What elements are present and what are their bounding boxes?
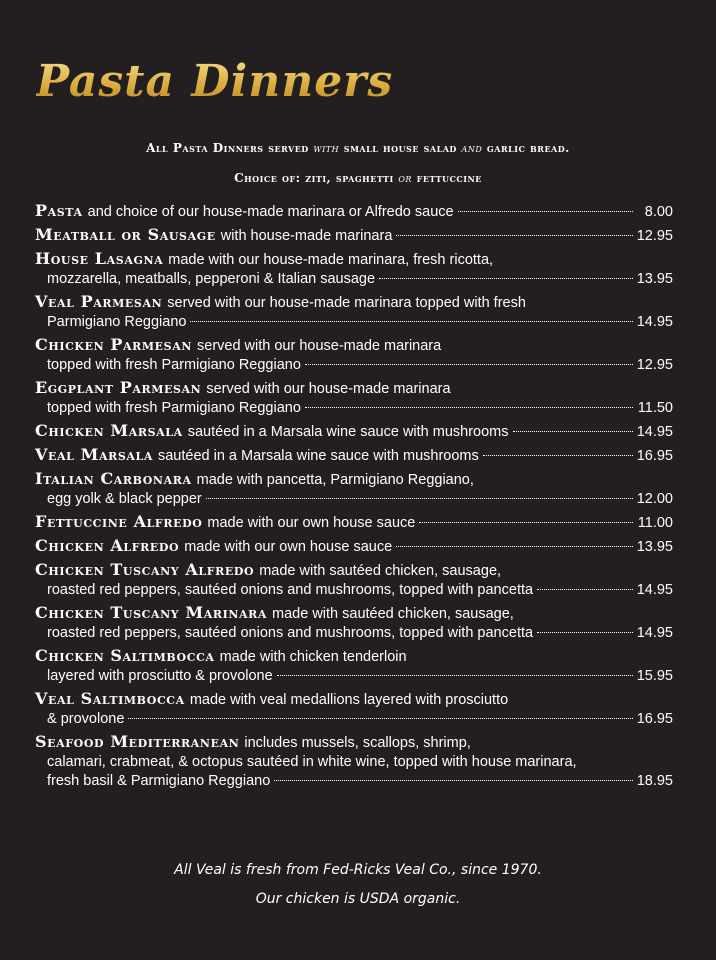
- dot-leader: [396, 546, 633, 547]
- subheading-served-with: All Pasta Dinners served with small house salad and garlic bread.: [146, 141, 570, 155]
- menu-item-description: made with sautéed chicken, sausage,: [259, 563, 502, 579]
- subheading-pasta-choice: Choice of: ziti, spaghetti or fettuccine: [234, 171, 482, 185]
- menu-item-name: Fettuccine Alfredo: [35, 512, 203, 531]
- menu-item-price: 18.95: [636, 773, 673, 789]
- menu-item-price: 14.95: [636, 625, 673, 641]
- menu-list: [35, 201, 673, 794]
- dot-leader: [513, 431, 633, 432]
- menu-item-description: sautéed in a Marsala wine sauce with mushrooms: [157, 448, 479, 464]
- menu-item-description: made with our own house sauce: [207, 515, 416, 531]
- menu-item-price: 12.00: [636, 491, 673, 507]
- dot-leader: [305, 407, 633, 408]
- footer-chicken-note: Our chicken is USDA organic.: [255, 891, 461, 907]
- menu-item-name: Veal Marsala: [35, 445, 153, 464]
- menu-item-description: made with our own house sauce: [184, 539, 393, 555]
- dot-leader: [537, 589, 633, 590]
- menu-item: [35, 732, 673, 791]
- menu-item-description-cont: fresh basil & Parmigiano Reggiano: [47, 773, 271, 789]
- menu-item-description-cont: Parmigiano Reggiano: [47, 314, 187, 330]
- menu-item-price: 14.95: [636, 582, 673, 598]
- menu-item-price: 13.95: [636, 271, 673, 287]
- page-title: Pasta Dinners: [36, 56, 394, 107]
- menu-item: [35, 469, 673, 509]
- menu-item: [35, 445, 673, 466]
- menu-item-description-cont: mozzarella, meatballs, pepperoni & Italian sausage: [47, 271, 376, 287]
- menu-item-price: 11.00: [637, 515, 673, 531]
- menu-item: [35, 225, 673, 246]
- menu-item-name: Veal Parmesan: [35, 292, 163, 311]
- menu-item-price: 12.95: [636, 357, 673, 373]
- menu-item-description: served with our house-made marinara: [206, 381, 451, 397]
- menu-item-description: served with our house-made marinara topped with fresh: [167, 295, 526, 311]
- menu-item-name: Seafood Mediterranean: [35, 732, 240, 751]
- dot-leader: [396, 235, 632, 236]
- menu-item-name: House Lasagna: [35, 249, 164, 268]
- menu-item-description: and choice of our house-made marinara or Alfredo sauce: [87, 204, 454, 220]
- menu-item-description-cont: roasted red peppers, sautéed onions and mushrooms, topped with pancetta: [47, 625, 534, 641]
- menu-item-description: made with veal medallions layered with prosciutto: [189, 692, 509, 708]
- menu-item-description: includes mussels, scallops, shrimp,: [244, 735, 471, 751]
- menu-item-name: Chicken Saltimbocca: [35, 646, 215, 665]
- menu-item-price: 16.95: [636, 448, 673, 464]
- menu-item-name: Veal Saltimbocca: [35, 689, 185, 708]
- menu-item-description: made with our house-made marinara, fresh ricotta,: [168, 252, 494, 268]
- menu-item: [35, 335, 673, 375]
- menu-item-description-cont: egg yolk & black pepper: [47, 491, 202, 507]
- menu-item-name: Italian Carbonara: [35, 469, 192, 488]
- menu-item-price: 14.95: [636, 424, 673, 440]
- dot-leader: [277, 675, 633, 676]
- menu-item-price: 13.95: [636, 539, 673, 555]
- menu-item: [35, 512, 673, 533]
- menu-item-description: served with our house-made marinara: [197, 338, 442, 354]
- menu-item-name: Chicken Tuscany Marinara: [35, 603, 268, 622]
- menu-item-name: Eggplant Parmesan: [35, 378, 202, 397]
- menu-item-description-cont: roasted red peppers, sautéed onions and mushrooms, topped with pancetta: [47, 582, 534, 598]
- menu-item: [35, 689, 673, 729]
- menu-item-description: made with pancetta, Parmigiano Reggiano,: [196, 472, 474, 488]
- dot-leader: [274, 780, 632, 781]
- dot-leader: [379, 278, 633, 279]
- menu-item-price: 12.95: [636, 228, 673, 244]
- menu-item: [35, 249, 673, 289]
- menu-item-name: Chicken Parmesan: [35, 335, 192, 354]
- menu-item: [35, 378, 673, 418]
- menu-item: [35, 646, 673, 686]
- menu-item-description-cont: topped with fresh Parmigiano Reggiano: [47, 400, 301, 416]
- menu-item: [35, 536, 673, 557]
- menu-item-name: Chicken Tuscany Alfredo: [35, 560, 255, 579]
- footer-veal-note: All Veal is fresh from Fed-Ricks Veal Co., since 1970.: [174, 862, 542, 878]
- menu-item-description: sautéed in a Marsala wine sauce with mushrooms: [187, 424, 509, 440]
- menu-item: [35, 201, 673, 222]
- menu-item-description: made with sautéed chicken, sausage,: [272, 606, 514, 622]
- menu-item: [35, 292, 673, 332]
- menu-item-description: with house-made marinara: [220, 228, 393, 244]
- dot-leader: [537, 632, 633, 633]
- menu-item-price: 8.00: [644, 204, 673, 220]
- dot-leader: [305, 364, 633, 365]
- menu-item-price: 14.95: [636, 314, 673, 330]
- menu-item-price: 16.95: [636, 711, 673, 727]
- menu-item: [35, 421, 673, 442]
- menu-item-name: Chicken Alfredo: [35, 536, 180, 555]
- dot-leader: [458, 211, 633, 212]
- menu-item-description-cont: layered with prosciutto & provolone: [47, 668, 273, 684]
- menu-item-description: made with chicken tenderloin: [219, 649, 407, 665]
- menu-item-price: 15.95: [636, 668, 673, 684]
- menu-item-price: 11.50: [637, 400, 673, 416]
- menu-item-description-cont: & provolone: [47, 711, 125, 727]
- menu-item-description-cont: calamari, crabmeat, & octopus sautéed in white wine, topped with house marinara,: [47, 754, 577, 770]
- menu-item-description-cont: topped with fresh Parmigiano Reggiano: [47, 357, 301, 373]
- menu-item: [35, 603, 673, 643]
- dot-leader: [128, 718, 632, 719]
- dot-leader: [190, 321, 632, 322]
- menu-item-name: Meatball or Sausage: [35, 225, 216, 244]
- dot-leader: [206, 498, 633, 499]
- dot-leader: [483, 455, 633, 456]
- menu-item: [35, 560, 673, 600]
- dot-leader: [419, 522, 633, 523]
- menu-item-name: Pasta: [35, 201, 83, 220]
- menu-item-name: Chicken Marsala: [35, 421, 183, 440]
